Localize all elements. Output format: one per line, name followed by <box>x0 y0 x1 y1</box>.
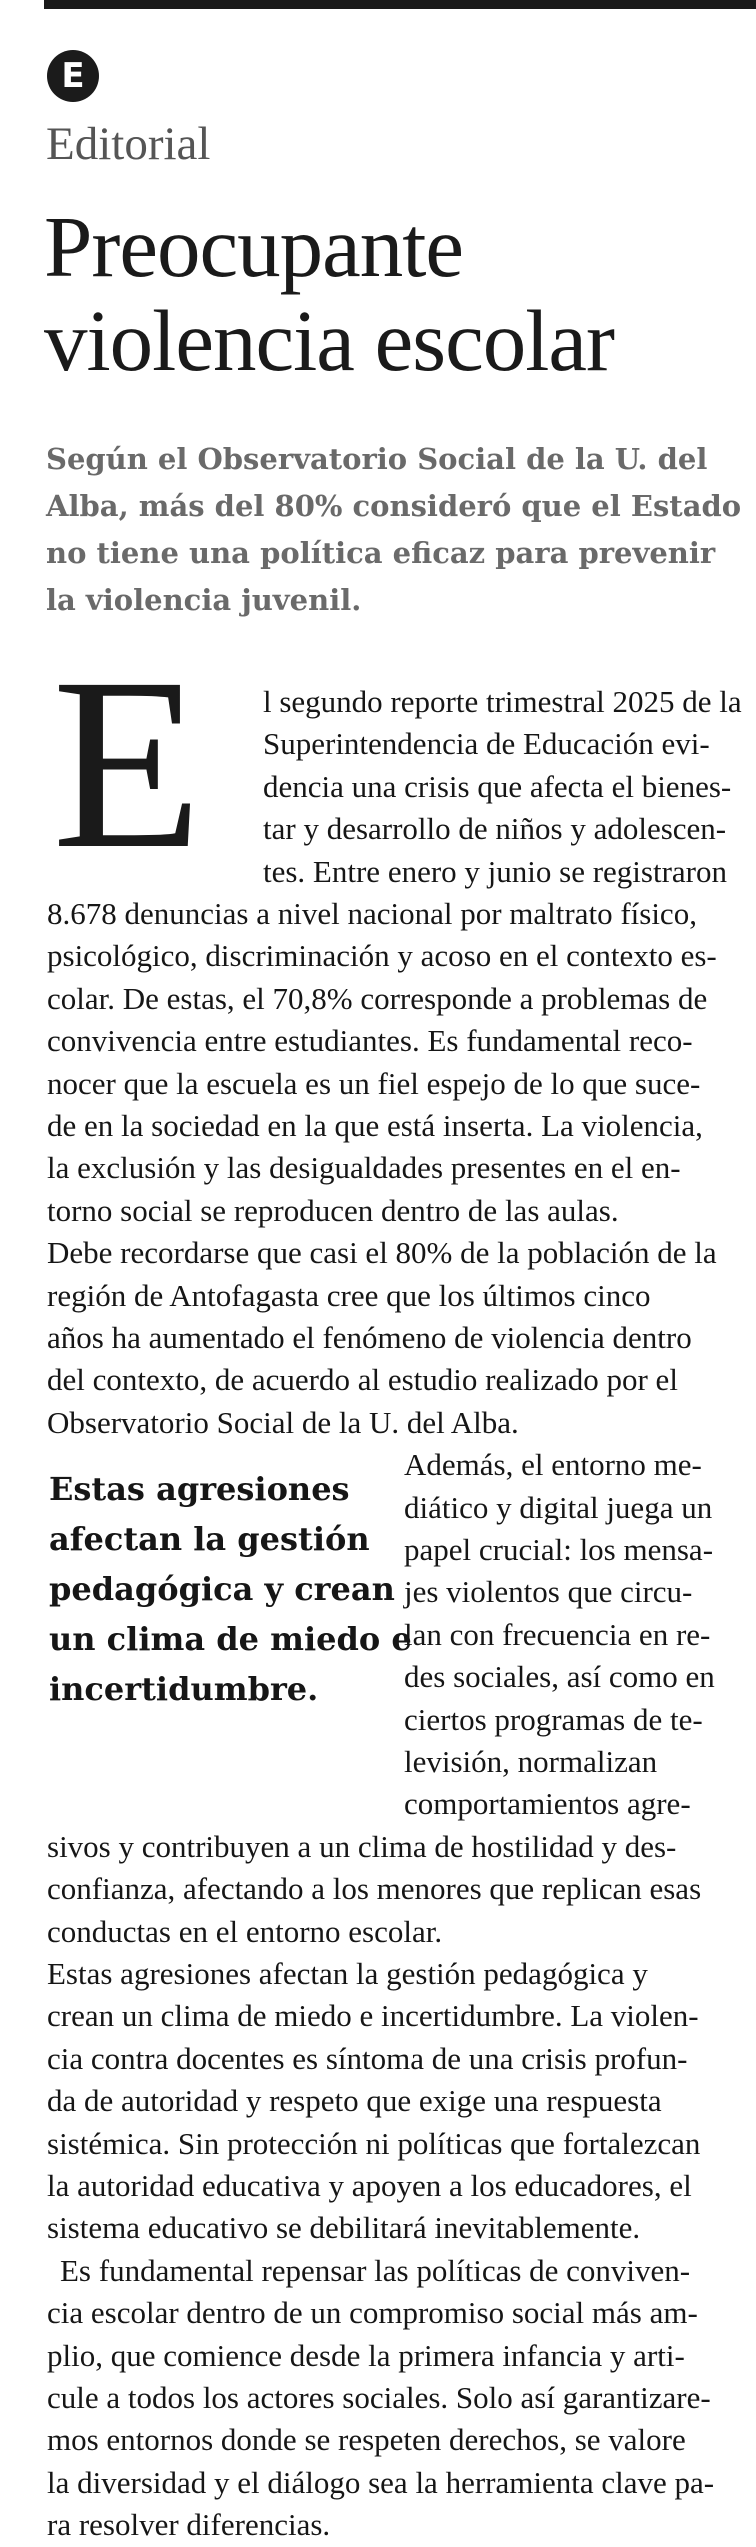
headline-line: Preocupante <box>44 198 463 295</box>
body-line: torno social se reproducen dentro de las aulas. <box>47 1192 619 1228</box>
pull-quote-line: pedagógica y crean <box>49 1570 395 1609</box>
body-line: colar. De estas, el 70,8% corresponde a problemas de <box>47 980 708 1016</box>
body-line: Estas agresiones afectan la gestión pedagógica y <box>47 1956 648 1991</box>
section-label: Editorial <box>46 118 211 170</box>
body-line: tar y desarrollo de niños y adolescen- <box>263 811 727 847</box>
body-line: dencia una crisis que afecta el bienes- <box>263 768 732 804</box>
body-line: da de autoridad y respeto que exige una respuesta <box>47 2083 662 2119</box>
body-line: 8.678 denuncias a nivel nacional por maltrato físico, <box>47 896 697 931</box>
body-line: la exclusión y las desigualdades presentes en el en- <box>47 1150 681 1186</box>
body-line: psicológico, discriminación y acoso en el contexto es- <box>47 938 717 974</box>
body-line: sistema educativo se debilitará inevitablemente. <box>47 2210 641 2246</box>
body-line: nocer que la escuela es un fiel espejo de lo que suce- <box>47 1065 701 1101</box>
body-line: ra resolver diferencias. <box>47 2507 331 2543</box>
body-line: tes. Entre enero y junio se registraron <box>263 853 727 889</box>
deck-line: Alba, más del 80% consideró que el Estado <box>46 489 742 523</box>
body-line: levisión, normalizan <box>404 1744 658 1779</box>
pull-quote-line: incertidumbre. <box>49 1670 319 1709</box>
body-line: región de Antofagasta cree que los últimos cinco <box>47 1277 651 1313</box>
body-line: de en la sociedad en la que está inserta. La violencia, <box>47 1108 703 1143</box>
body-line: del contexto, de acuerdo al estudio realizado por el <box>47 1362 678 1398</box>
drop-cap: E <box>52 628 203 900</box>
headline <box>44 200 614 388</box>
body-line: des sociales, así como en <box>404 1659 715 1695</box>
body-line: Superintendencia de Educación evi- <box>263 726 710 762</box>
deck-line: Según el Observatorio Social de la U. del <box>46 442 708 476</box>
body-line: la diversidad y el diálogo sea la herramienta clave pa- <box>47 2464 715 2500</box>
body-line: comportamientos agre- <box>404 1786 691 1822</box>
section-badge-icon: E <box>47 50 99 102</box>
body-line: jes violentos que circu- <box>404 1574 693 1610</box>
body-line: años ha aumentado el fenómeno de violencia dentro <box>47 1320 692 1355</box>
deck-line: no tiene una política eficaz para prevenir <box>46 536 716 570</box>
body-line: ciertos programas de te- <box>404 1701 703 1737</box>
body-line: crean un clima de miedo e incertidumbre. La violen- <box>47 1998 699 2034</box>
body-line: convivencia entre estudiantes. Es fundamental reco- <box>47 1023 693 1059</box>
top-rule <box>44 0 756 9</box>
body-line: diático y digital juega un <box>404 1489 713 1525</box>
body-line: cia escolar dentro de un compromiso social más am- <box>47 2295 698 2331</box>
body-line: la autoridad educativa y apoyen a los educadores, el <box>47 2168 692 2203</box>
deck-line: la violencia juvenil. <box>46 583 362 617</box>
body-line: cia contra docentes es síntoma de una crisis profun- <box>47 2040 688 2076</box>
body-line: papel crucial: los mensa- <box>404 1532 714 1567</box>
deck-summary <box>46 436 741 624</box>
body-line: cule a todos los actores sociales. Solo así garantizare- <box>47 2380 711 2415</box>
body-line: Además, el entorno me- <box>404 1447 702 1483</box>
body-line: Es fundamental repensar las políticas de conviven- <box>60 2252 691 2288</box>
pull-quote-line: afectan la gestión <box>49 1520 370 1559</box>
body-line: confianza, afectando a los menores que replican esas <box>47 1871 702 1907</box>
body-line: conductas en el entorno escolar. <box>47 1913 443 1949</box>
body-line: plio, que comience desde la primera infancia y arti- <box>47 2337 685 2373</box>
pull-quote <box>49 1464 412 1714</box>
body-line: Debe recordarse que casi el 80% de la población de la <box>47 1235 717 1271</box>
body-line: sistémica. Sin protección ni políticas que fortalezcan <box>47 2125 701 2161</box>
headline-line: violencia escolar <box>44 292 614 389</box>
body-line: lan con frecuencia en re- <box>404 1616 711 1652</box>
pull-quote-line: un clima de miedo e <box>49 1620 412 1659</box>
pull-quote-line: Estas agresiones <box>49 1470 350 1509</box>
body-line: l segundo reporte trimestral 2025 de la <box>263 684 742 719</box>
body-line: mos entornos donde se respeten derechos, se valore <box>47 2422 686 2458</box>
body-line: Observatorio Social de la U. del Alba. <box>47 1404 519 1440</box>
body-line: sivos y contribuyen a un clima de hostilidad y des- <box>47 1828 677 1864</box>
